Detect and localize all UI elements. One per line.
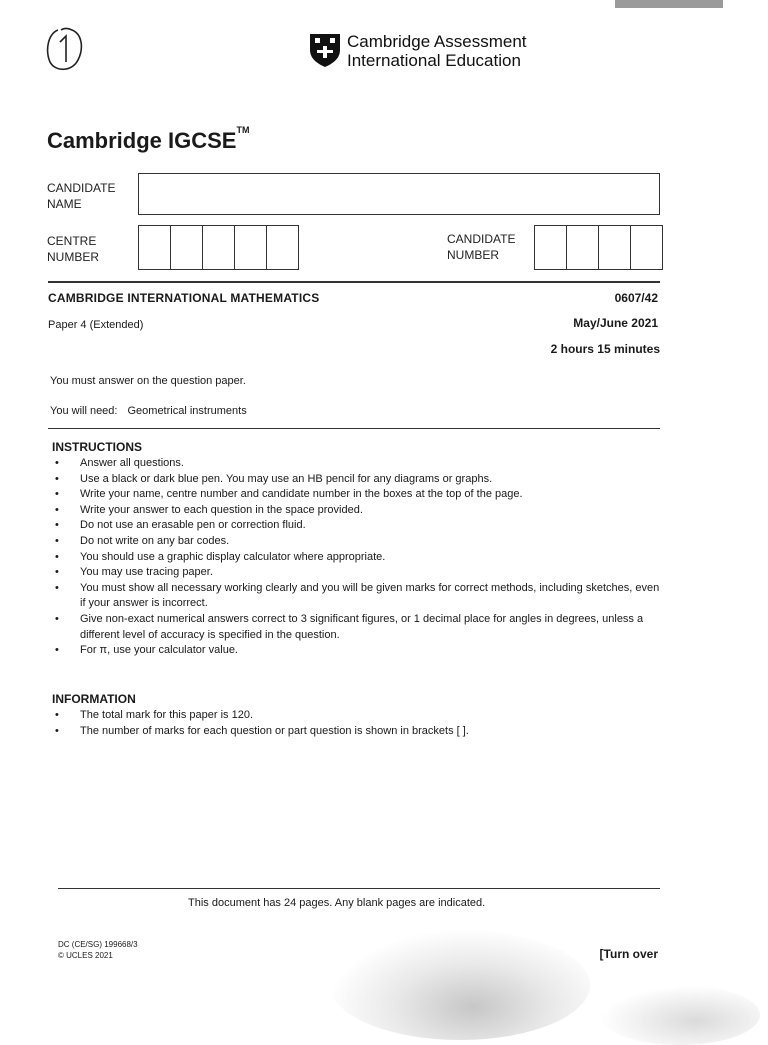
list-item: • For π, use your calculator value. — [52, 643, 662, 659]
logo-line-1: Cambridge Assessment — [347, 32, 527, 51]
candidate-name-label: CANDIDATE NAME — [47, 181, 116, 211]
trademark-mark: TM — [236, 125, 250, 135]
list-item: • You should use a graphic display calculator where appropriate. — [52, 550, 662, 566]
scan-shadow — [600, 985, 760, 1045]
paper-name: Paper 4 (Extended) — [48, 319, 144, 331]
list-item: • Answer all questions. — [52, 456, 662, 472]
centre-digit-box[interactable] — [267, 226, 298, 269]
information-heading: INFORMATION — [52, 692, 136, 706]
instructions-heading: INSTRUCTIONS — [52, 440, 142, 454]
candidate-name-box[interactable] — [138, 173, 660, 215]
centre-digit-box[interactable] — [139, 226, 171, 269]
information-list — [52, 708, 662, 739]
list-item: • Write your name, centre number and candidate number in the boxes at the top of the page. — [52, 487, 662, 503]
scan-edge-mark — [615, 0, 723, 8]
candidate-digit-box[interactable] — [599, 226, 631, 269]
centre-digit-box[interactable] — [171, 226, 203, 269]
answer-note: You must answer on the question paper. — [50, 375, 246, 387]
divider — [58, 888, 660, 889]
turn-over-label: [Turn over — [599, 947, 658, 961]
shield-icon — [308, 32, 342, 68]
equipment-value: Geometrical instruments — [127, 405, 247, 417]
exam-duration: 2 hours 15 minutes — [550, 342, 660, 356]
candidate-digit-box[interactable] — [631, 226, 662, 269]
list-item: • The total mark for this paper is 120. — [52, 708, 662, 724]
list-item: • You must show all necessary working clearly and you will be given marks for correct methods, including sketches, even if your answer is incorrect. — [52, 581, 662, 612]
centre-digit-box[interactable] — [203, 226, 235, 269]
page-title — [47, 125, 250, 154]
list-item: • Give non-exact numerical answers correct to 3 significant figures, or 1 decimal place for angles in degrees, unless a different level of accuracy is specified in the question. — [52, 612, 662, 643]
list-item: • You may use tracing paper. — [52, 565, 662, 581]
equipment-note — [50, 405, 247, 417]
candidate-number-boxes[interactable] — [534, 225, 663, 270]
candidate-digit-box[interactable] — [567, 226, 599, 269]
list-item: • Write your answer to each question in the space provided. — [52, 503, 662, 519]
list-item: • Do not write on any bar codes. — [52, 534, 662, 550]
list-item: • Do not use an erasable pen or correction fluid. — [52, 518, 662, 534]
cambridge-logo — [308, 32, 527, 70]
centre-number-boxes[interactable] — [138, 225, 299, 270]
centre-number-label: CENTRE NUMBER — [47, 234, 100, 264]
exam-session: May/June 2021 — [573, 316, 658, 330]
list-item: • Use a black or dark blue pen. You may use an HB pencil for any diagrams or graphs. — [52, 472, 662, 488]
syllabus-code: 0607/42 — [614, 291, 658, 305]
subject-title: CAMBRIDGE INTERNATIONAL MATHEMATICS — [48, 291, 320, 305]
candidate-digit-box[interactable] — [535, 226, 567, 269]
logo-line-2: International Education — [347, 51, 521, 70]
list-item: • The number of marks for each question or part question is shown in brackets [ ]. — [52, 724, 662, 740]
centre-digit-box[interactable] — [235, 226, 267, 269]
document-code: DC (CE/SG) 199668/3 © UCLES 2021 — [58, 940, 138, 960]
handwritten-page-number — [44, 26, 86, 72]
divider — [48, 428, 660, 429]
instructions-list — [52, 456, 662, 659]
title-text: Cambridge IGCSE — [47, 128, 237, 153]
candidate-number-label: CANDIDATE NUMBER — [447, 232, 516, 262]
page-count-note: This document has 24 pages. Any blank pages are indicated. — [188, 897, 486, 909]
divider — [48, 281, 660, 283]
equipment-label: You will need: — [50, 405, 118, 417]
